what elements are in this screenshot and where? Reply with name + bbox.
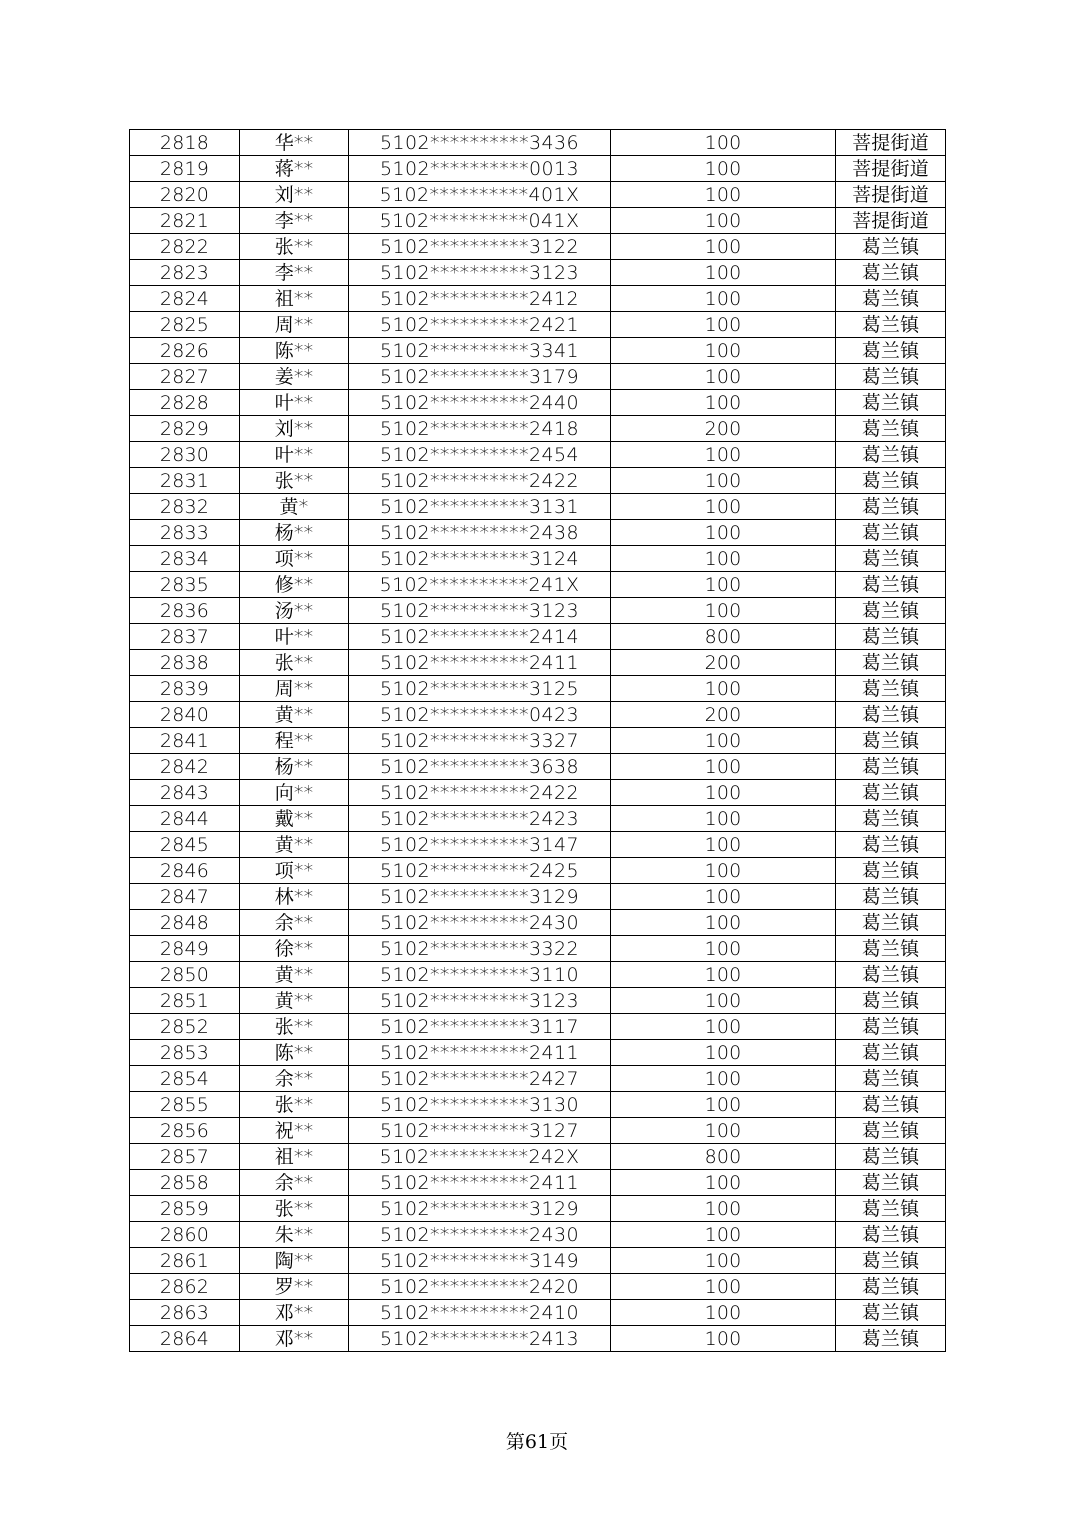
- row-number-cell: 2821: [130, 208, 240, 234]
- amount-cell: 100: [611, 520, 836, 546]
- row-number-cell: 2862: [130, 1274, 240, 1300]
- id-number-cell: 5102**********2418: [349, 416, 611, 442]
- name-cell: 张**: [240, 234, 349, 260]
- amount-cell: 100: [611, 494, 836, 520]
- town-cell: 葛兰镇: [836, 1222, 946, 1248]
- table-row: [130, 312, 946, 338]
- amount-cell: 100: [611, 1066, 836, 1092]
- town-cell: 菩提街道: [836, 208, 946, 234]
- town-cell: 葛兰镇: [836, 1248, 946, 1274]
- id-number-cell: 5102**********2430: [349, 1222, 611, 1248]
- town-cell: 葛兰镇: [836, 364, 946, 390]
- amount-cell: 100: [611, 130, 836, 156]
- id-number-cell: 5102**********2422: [349, 468, 611, 494]
- town-cell: 葛兰镇: [836, 910, 946, 936]
- amount-cell: 100: [611, 676, 836, 702]
- amount-cell: 800: [611, 1144, 836, 1170]
- id-number-cell: 5102**********401X: [349, 182, 611, 208]
- table-row: [130, 1144, 946, 1170]
- id-number-cell: 5102**********3436: [349, 130, 611, 156]
- name-cell: 黄**: [240, 702, 349, 728]
- town-cell: 葛兰镇: [836, 260, 946, 286]
- amount-cell: 100: [611, 364, 836, 390]
- amount-cell: 200: [611, 416, 836, 442]
- row-number-cell: 2851: [130, 988, 240, 1014]
- amount-cell: 100: [611, 1040, 836, 1066]
- town-cell: 葛兰镇: [836, 1326, 946, 1352]
- row-number-cell: 2864: [130, 1326, 240, 1352]
- table-row: [130, 260, 946, 286]
- row-number-cell: 2846: [130, 858, 240, 884]
- row-number-cell: 2857: [130, 1144, 240, 1170]
- table-row: [130, 754, 946, 780]
- row-number-cell: 2833: [130, 520, 240, 546]
- id-number-cell: 5102**********3123: [349, 988, 611, 1014]
- name-cell: 戴**: [240, 806, 349, 832]
- row-number-cell: 2855: [130, 1092, 240, 1118]
- amount-cell: 100: [611, 468, 836, 494]
- amount-cell: 100: [611, 1300, 836, 1326]
- row-number-cell: 2832: [130, 494, 240, 520]
- table-row: [130, 780, 946, 806]
- name-cell: 张**: [240, 468, 349, 494]
- amount-cell: 100: [611, 1248, 836, 1274]
- row-number-cell: 2843: [130, 780, 240, 806]
- roster-table: [129, 129, 946, 1352]
- name-cell: 周**: [240, 312, 349, 338]
- id-number-cell: 5102**********3110: [349, 962, 611, 988]
- name-cell: 项**: [240, 858, 349, 884]
- name-cell: 修**: [240, 572, 349, 598]
- name-cell: 刘**: [240, 182, 349, 208]
- id-number-cell: 5102**********241X: [349, 572, 611, 598]
- name-cell: 汤**: [240, 598, 349, 624]
- town-cell: 葛兰镇: [836, 1092, 946, 1118]
- row-number-cell: 2828: [130, 390, 240, 416]
- id-number-cell: 5102**********2440: [349, 390, 611, 416]
- name-cell: 叶**: [240, 442, 349, 468]
- table-row: [130, 182, 946, 208]
- row-number-cell: 2820: [130, 182, 240, 208]
- town-cell: 葛兰镇: [836, 494, 946, 520]
- row-number-cell: 2859: [130, 1196, 240, 1222]
- town-cell: 葛兰镇: [836, 468, 946, 494]
- name-cell: 李**: [240, 260, 349, 286]
- row-number-cell: 2863: [130, 1300, 240, 1326]
- page-number: 第61页: [505, 1431, 569, 1453]
- town-cell: 葛兰镇: [836, 338, 946, 364]
- table-row: [130, 988, 946, 1014]
- table-row: [130, 364, 946, 390]
- row-number-cell: 2853: [130, 1040, 240, 1066]
- town-cell: 葛兰镇: [836, 728, 946, 754]
- table-row: [130, 1092, 946, 1118]
- town-cell: 葛兰镇: [836, 858, 946, 884]
- id-number-cell: 5102**********3124: [349, 546, 611, 572]
- table-row: [130, 650, 946, 676]
- table-row: [130, 234, 946, 260]
- town-cell: 菩提街道: [836, 182, 946, 208]
- row-number-cell: 2831: [130, 468, 240, 494]
- amount-cell: 100: [611, 936, 836, 962]
- amount-cell: 100: [611, 1196, 836, 1222]
- table-row: [130, 390, 946, 416]
- table-row: [130, 910, 946, 936]
- id-number-cell: 5102**********3149: [349, 1248, 611, 1274]
- table-row: [130, 1014, 946, 1040]
- name-cell: 张**: [240, 1196, 349, 1222]
- id-number-cell: 5102**********2421: [349, 312, 611, 338]
- table-row: [130, 494, 946, 520]
- town-cell: 葛兰镇: [836, 546, 946, 572]
- name-cell: 张**: [240, 1014, 349, 1040]
- amount-cell: 100: [611, 1170, 836, 1196]
- row-number-cell: 2849: [130, 936, 240, 962]
- row-number-cell: 2847: [130, 884, 240, 910]
- id-number-cell: 5102**********2438: [349, 520, 611, 546]
- town-cell: 葛兰镇: [836, 676, 946, 702]
- table-row: [130, 130, 946, 156]
- row-number-cell: 2856: [130, 1118, 240, 1144]
- name-cell: 林**: [240, 884, 349, 910]
- amount-cell: 100: [611, 312, 836, 338]
- amount-cell: 100: [611, 1274, 836, 1300]
- name-cell: 祝**: [240, 1118, 349, 1144]
- row-number-cell: 2852: [130, 1014, 240, 1040]
- id-number-cell: 5102**********3179: [349, 364, 611, 390]
- town-cell: 葛兰镇: [836, 806, 946, 832]
- row-number-cell: 2860: [130, 1222, 240, 1248]
- town-cell: 葛兰镇: [836, 1196, 946, 1222]
- name-cell: 黄**: [240, 832, 349, 858]
- town-cell: 葛兰镇: [836, 598, 946, 624]
- id-number-cell: 5102**********3122: [349, 234, 611, 260]
- row-number-cell: 2827: [130, 364, 240, 390]
- name-cell: 华**: [240, 130, 349, 156]
- row-number-cell: 2840: [130, 702, 240, 728]
- amount-cell: 100: [611, 884, 836, 910]
- amount-cell: 100: [611, 1118, 836, 1144]
- id-number-cell: 5102**********3129: [349, 884, 611, 910]
- row-number-cell: 2829: [130, 416, 240, 442]
- roster-table-body: [130, 130, 946, 1352]
- name-cell: 蒋**: [240, 156, 349, 182]
- town-cell: 葛兰镇: [836, 832, 946, 858]
- town-cell: 葛兰镇: [836, 520, 946, 546]
- name-cell: 余**: [240, 1066, 349, 1092]
- id-number-cell: 5102**********2410: [349, 1300, 611, 1326]
- name-cell: 余**: [240, 1170, 349, 1196]
- name-cell: 祖**: [240, 286, 349, 312]
- town-cell: 葛兰镇: [836, 1170, 946, 1196]
- id-number-cell: 5102**********3123: [349, 598, 611, 624]
- amount-cell: 100: [611, 962, 836, 988]
- name-cell: 朱**: [240, 1222, 349, 1248]
- name-cell: 杨**: [240, 754, 349, 780]
- town-cell: 葛兰镇: [836, 702, 946, 728]
- id-number-cell: 5102**********3327: [349, 728, 611, 754]
- amount-cell: 100: [611, 286, 836, 312]
- table-row: [130, 702, 946, 728]
- row-number-cell: 2825: [130, 312, 240, 338]
- table-row: [130, 1248, 946, 1274]
- town-cell: 葛兰镇: [836, 754, 946, 780]
- row-number-cell: 2839: [130, 676, 240, 702]
- id-number-cell: 5102**********2411: [349, 1170, 611, 1196]
- town-cell: 葛兰镇: [836, 286, 946, 312]
- row-number-cell: 2838: [130, 650, 240, 676]
- id-number-cell: 5102**********2411: [349, 650, 611, 676]
- row-number-cell: 2841: [130, 728, 240, 754]
- amount-cell: 100: [611, 728, 836, 754]
- town-cell: 葛兰镇: [836, 416, 946, 442]
- town-cell: 葛兰镇: [836, 1066, 946, 1092]
- amount-cell: 100: [611, 754, 836, 780]
- id-number-cell: 5102**********3322: [349, 936, 611, 962]
- table-row: [130, 468, 946, 494]
- name-cell: 李**: [240, 208, 349, 234]
- amount-cell: 800: [611, 624, 836, 650]
- row-number-cell: 2842: [130, 754, 240, 780]
- row-number-cell: 2858: [130, 1170, 240, 1196]
- name-cell: 项**: [240, 546, 349, 572]
- row-number-cell: 2822: [130, 234, 240, 260]
- amount-cell: 200: [611, 702, 836, 728]
- table-row: [130, 546, 946, 572]
- table-row: [130, 442, 946, 468]
- id-number-cell: 5102**********2422: [349, 780, 611, 806]
- table-row: [130, 1040, 946, 1066]
- town-cell: 葛兰镇: [836, 650, 946, 676]
- row-number-cell: 2861: [130, 1248, 240, 1274]
- table-row: [130, 156, 946, 182]
- name-cell: 程**: [240, 728, 349, 754]
- table-row: [130, 1118, 946, 1144]
- id-number-cell: 5102**********2411: [349, 1040, 611, 1066]
- id-number-cell: 5102**********3131: [349, 494, 611, 520]
- row-number-cell: 2837: [130, 624, 240, 650]
- table-row: [130, 338, 946, 364]
- town-cell: 葛兰镇: [836, 624, 946, 650]
- town-cell: 葛兰镇: [836, 780, 946, 806]
- table-row: [130, 1326, 946, 1352]
- row-number-cell: 2854: [130, 1066, 240, 1092]
- id-number-cell: 5102**********242X: [349, 1144, 611, 1170]
- row-number-cell: 2824: [130, 286, 240, 312]
- name-cell: 黄*: [240, 494, 349, 520]
- name-cell: 邓**: [240, 1300, 349, 1326]
- town-cell: 葛兰镇: [836, 1014, 946, 1040]
- name-cell: 刘**: [240, 416, 349, 442]
- name-cell: 姜**: [240, 364, 349, 390]
- id-number-cell: 5102**********3125: [349, 676, 611, 702]
- id-number-cell: 5102**********2430: [349, 910, 611, 936]
- amount-cell: 100: [611, 546, 836, 572]
- amount-cell: 100: [611, 858, 836, 884]
- town-cell: 葛兰镇: [836, 962, 946, 988]
- name-cell: 叶**: [240, 390, 349, 416]
- town-cell: 葛兰镇: [836, 390, 946, 416]
- amount-cell: 200: [611, 650, 836, 676]
- name-cell: 陈**: [240, 338, 349, 364]
- name-cell: 余**: [240, 910, 349, 936]
- name-cell: 徐**: [240, 936, 349, 962]
- name-cell: 邓**: [240, 1326, 349, 1352]
- id-number-cell: 5102**********3147: [349, 832, 611, 858]
- amount-cell: 100: [611, 1014, 836, 1040]
- amount-cell: 100: [611, 182, 836, 208]
- table-row: [130, 962, 946, 988]
- row-number-cell: 2845: [130, 832, 240, 858]
- amount-cell: 100: [611, 780, 836, 806]
- town-cell: 葛兰镇: [836, 234, 946, 260]
- town-cell: 葛兰镇: [836, 312, 946, 338]
- table-row: [130, 208, 946, 234]
- row-number-cell: 2848: [130, 910, 240, 936]
- table-row: [130, 1196, 946, 1222]
- id-number-cell: 5102**********2414: [349, 624, 611, 650]
- town-cell: 菩提街道: [836, 156, 946, 182]
- table-row: [130, 728, 946, 754]
- amount-cell: 100: [611, 208, 836, 234]
- amount-cell: 100: [611, 1222, 836, 1248]
- row-number-cell: 2844: [130, 806, 240, 832]
- town-cell: 葛兰镇: [836, 572, 946, 598]
- name-cell: 罗**: [240, 1274, 349, 1300]
- id-number-cell: 5102**********3638: [349, 754, 611, 780]
- id-number-cell: 5102**********2413: [349, 1326, 611, 1352]
- id-number-cell: 5102**********3127: [349, 1118, 611, 1144]
- id-number-cell: 5102**********2412: [349, 286, 611, 312]
- amount-cell: 100: [611, 910, 836, 936]
- amount-cell: 100: [611, 598, 836, 624]
- row-number-cell: 2834: [130, 546, 240, 572]
- id-number-cell: 5102**********3130: [349, 1092, 611, 1118]
- row-number-cell: 2835: [130, 572, 240, 598]
- row-number-cell: 2819: [130, 156, 240, 182]
- town-cell: 葛兰镇: [836, 442, 946, 468]
- table-row: [130, 1222, 946, 1248]
- name-cell: 叶**: [240, 624, 349, 650]
- id-number-cell: 5102**********2420: [349, 1274, 611, 1300]
- name-cell: 向**: [240, 780, 349, 806]
- id-number-cell: 5102**********0423: [349, 702, 611, 728]
- town-cell: 葛兰镇: [836, 936, 946, 962]
- amount-cell: 100: [611, 806, 836, 832]
- name-cell: 杨**: [240, 520, 349, 546]
- row-number-cell: 2823: [130, 260, 240, 286]
- name-cell: 黄**: [240, 988, 349, 1014]
- town-cell: 葛兰镇: [836, 1274, 946, 1300]
- row-number-cell: 2826: [130, 338, 240, 364]
- table-row: [130, 806, 946, 832]
- town-cell: 葛兰镇: [836, 1118, 946, 1144]
- table-row: [130, 416, 946, 442]
- table-row: [130, 520, 946, 546]
- id-number-cell: 5102**********2427: [349, 1066, 611, 1092]
- id-number-cell: 5102**********3117: [349, 1014, 611, 1040]
- table-row: [130, 676, 946, 702]
- table-row: [130, 858, 946, 884]
- amount-cell: 100: [611, 442, 836, 468]
- table-row: [130, 572, 946, 598]
- id-number-cell: 5102**********2454: [349, 442, 611, 468]
- id-number-cell: 5102**********2425: [349, 858, 611, 884]
- amount-cell: 100: [611, 338, 836, 364]
- amount-cell: 100: [611, 156, 836, 182]
- table-row: [130, 598, 946, 624]
- table-row: [130, 884, 946, 910]
- row-number-cell: 2818: [130, 130, 240, 156]
- name-cell: 周**: [240, 676, 349, 702]
- table-row: [130, 1066, 946, 1092]
- amount-cell: 100: [611, 1092, 836, 1118]
- table-row: [130, 624, 946, 650]
- name-cell: 张**: [240, 650, 349, 676]
- table-row: [130, 1170, 946, 1196]
- id-number-cell: 5102**********041X: [349, 208, 611, 234]
- table-row: [130, 1274, 946, 1300]
- amount-cell: 100: [611, 988, 836, 1014]
- id-number-cell: 5102**********2423: [349, 806, 611, 832]
- id-number-cell: 5102**********3123: [349, 260, 611, 286]
- name-cell: 张**: [240, 1092, 349, 1118]
- table-row: [130, 1300, 946, 1326]
- table-row: [130, 936, 946, 962]
- name-cell: 黄**: [240, 962, 349, 988]
- id-number-cell: 5102**********3129: [349, 1196, 611, 1222]
- id-number-cell: 5102**********3341: [349, 338, 611, 364]
- amount-cell: 100: [611, 234, 836, 260]
- name-cell: 陶**: [240, 1248, 349, 1274]
- amount-cell: 100: [611, 390, 836, 416]
- table-row: [130, 286, 946, 312]
- town-cell: 葛兰镇: [836, 988, 946, 1014]
- table-row: [130, 832, 946, 858]
- row-number-cell: 2850: [130, 962, 240, 988]
- name-cell: 祖**: [240, 1144, 349, 1170]
- town-cell: 菩提街道: [836, 130, 946, 156]
- town-cell: 葛兰镇: [836, 884, 946, 910]
- town-cell: 葛兰镇: [836, 1300, 946, 1326]
- amount-cell: 100: [611, 572, 836, 598]
- town-cell: 葛兰镇: [836, 1144, 946, 1170]
- amount-cell: 100: [611, 832, 836, 858]
- amount-cell: 100: [611, 1326, 836, 1352]
- amount-cell: 100: [611, 260, 836, 286]
- name-cell: 陈**: [240, 1040, 349, 1066]
- id-number-cell: 5102**********0013: [349, 156, 611, 182]
- row-number-cell: 2830: [130, 442, 240, 468]
- row-number-cell: 2836: [130, 598, 240, 624]
- town-cell: 葛兰镇: [836, 1040, 946, 1066]
